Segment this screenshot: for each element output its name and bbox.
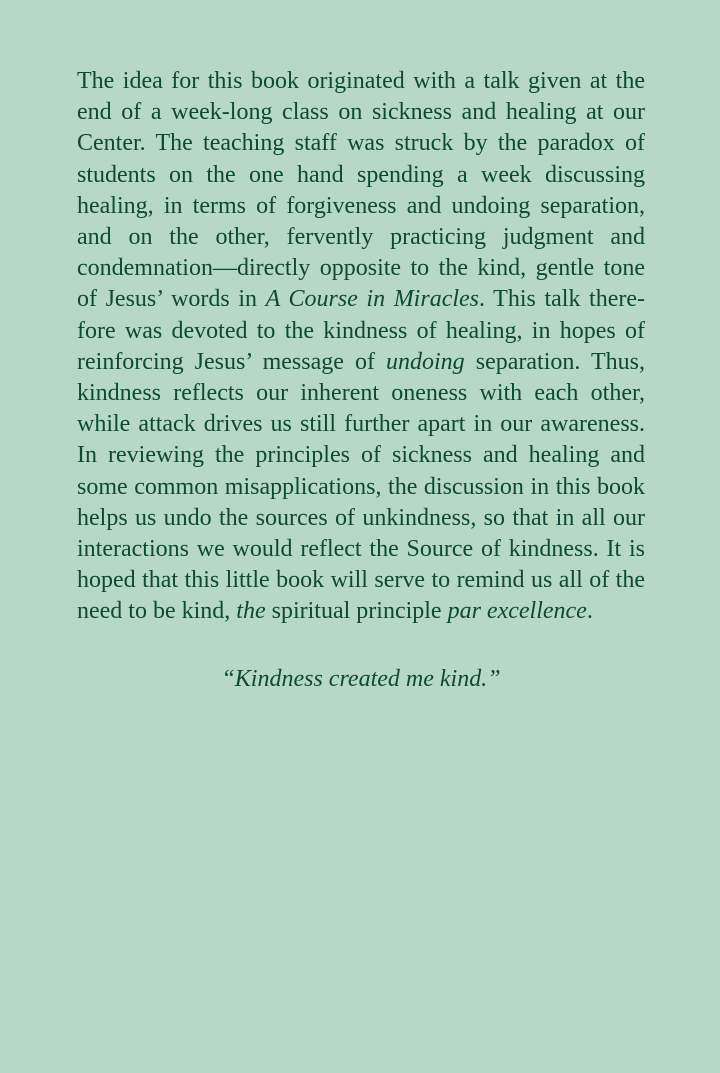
emphasis-undoing: undoing <box>386 348 465 375</box>
paragraph-text-4: spiritual principle <box>265 598 448 625</box>
paragraph-text-2: . This talk therefore was devoted to the kindness of healing, in hopes of reinforcing Jesus’ message of <box>77 286 646 375</box>
paragraph-text-5: . <box>586 598 593 625</box>
description-paragraph <box>77 66 645 628</box>
emphasis-par-excellence: par excellence <box>447 598 587 625</box>
emphasis-the: the <box>236 598 266 625</box>
back-cover-text <box>77 66 645 695</box>
book-title: A Course in Miracles <box>265 286 480 313</box>
paragraph-text-1: The idea for this book originated with a talk given at the end of a week-long class on sickness and healing at our Center. The teaching staff was struck by the paradox of students on the one hand spending a week discussing healing, in terms of forgiveness and undoing separation, and on the other, fervently practicing judgment and condemnation—directly opposite to the kind, gentle tone of Jesus’ words in <box>77 68 645 313</box>
closing-quote: “Kindness created me kind.” <box>221 665 501 692</box>
paragraph-text-3: separation. Thus, kindness reflects our inherent oneness with each other, while attack drives us still further apart in our awareness. In reviewing the principles of sickness and healing and some common misapplications, the discussion in this book helps us undo the sources of unkindness, so that in all our interactions we would reflect the Source of kindness. It is hoped that this little book will serve to remind us all of the need to be kind, <box>77 348 645 625</box>
